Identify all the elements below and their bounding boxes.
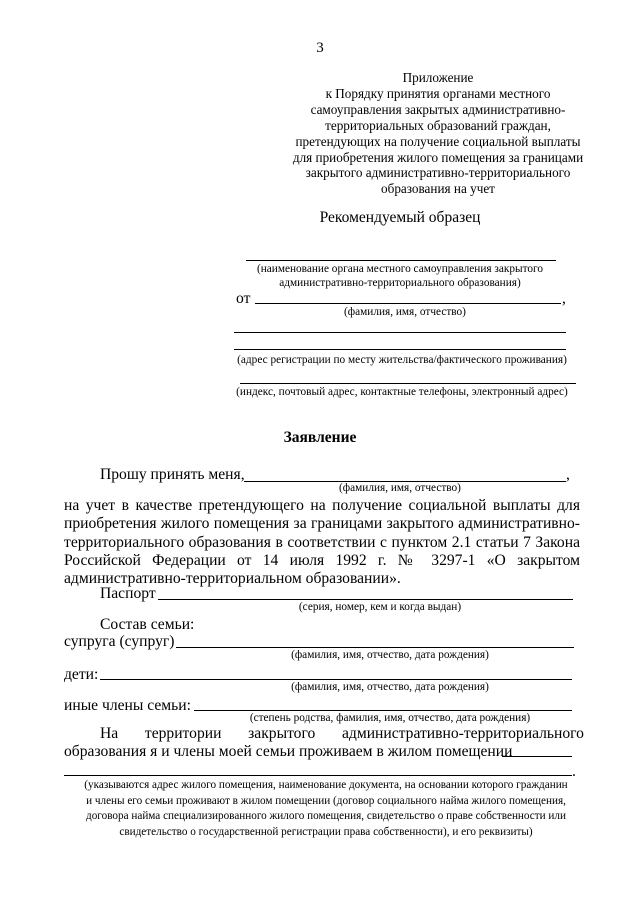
organ-caption: (наименование органа местного самоуправления закрытого административно-территориального образования) — [256, 263, 544, 289]
family-heading: Состав семьи: — [100, 616, 195, 633]
residence-fill-line — [502, 756, 572, 757]
others-caption: (степень родства, фамилия, имя, отчество, дата рождения) — [249, 712, 531, 724]
contacts-line — [240, 383, 576, 384]
organ-name-line — [246, 260, 556, 261]
appendix-line: к Порядку принятия органами местного — [325, 85, 551, 101]
children-label: дети: — [64, 666, 99, 683]
passport-caption: (серия, номер, кем и когда выдан) — [298, 601, 462, 613]
contacts-caption: (индекс, почтовый адрес, контактные телефоны, электронный адрес) — [236, 386, 568, 398]
appendix-line: закрытого административно-территориального — [305, 165, 571, 181]
request-lead: Прошу принять меня, — [100, 466, 245, 483]
document-title: Заявление — [283, 429, 357, 446]
residence-line-2: образования я и члены моей семьи проживаем в жилом помещении — [64, 743, 513, 760]
residence-address-line — [64, 775, 572, 776]
appendix-line: Приложение — [402, 70, 474, 85]
appendix-line: претендующих на получение социальной выплаты — [295, 133, 581, 149]
page-number: 3 — [316, 40, 324, 56]
from-label: от — [236, 290, 251, 307]
appendix-header — [268, 70, 608, 197]
period: . — [572, 763, 576, 780]
address-caption: (адрес регистрации по месту жительства/фактического проживания) — [237, 354, 567, 366]
request-body: на учет в качестве претендующего на получение социальной выплаты для приобретения жилого помещения за границами закрытого административно- территориального образования в соответствии с пунктом 2.1 статьи 7 Закона Российской Федерации от 14 июля 1992 г. № 3297-1 «О закрытом административно-территориальном образовании». — [64, 497, 580, 588]
applicant-name-caption: (фамилия, имя, отчество) — [344, 306, 466, 318]
others-label: иные члены семьи: — [64, 697, 191, 714]
passport-label: Паспорт — [100, 585, 156, 602]
address-line-2 — [234, 349, 566, 350]
children-caption: (фамилия, имя, отчество, дата рождения) — [291, 681, 489, 693]
applicant-name-line — [255, 303, 561, 304]
residence-note: (указываются адрес жилого помещения, наименование документа, на основании которого гражданин и члены его семьи проживают в жилом помещении (договор социального найма жилого помещения, договора найма специализированного жилого помещения, свидетельство о праве собственности или свидетельство о государственной регистрации права собственности), и его реквизиты) — [84, 779, 568, 838]
spouse-label: супруга (супруг) — [64, 633, 175, 650]
address-line-1 — [234, 332, 566, 333]
recommended-sample-label: Рекомендуемый образец — [319, 209, 481, 226]
appendix-line: территориальных образований граждан, — [325, 117, 551, 133]
appendix-line: для приобретения жилого помещения за границами — [292, 149, 584, 165]
request-name-caption: (фамилия, имя, отчество) — [339, 482, 461, 494]
comma: , — [566, 466, 570, 483]
residence-line-1: На территории закрытого административно-территориального — [100, 725, 584, 742]
spouse-caption: (фамилия, имя, отчество, дата рождения) — [291, 649, 489, 661]
appendix-line: образования на учет — [381, 181, 495, 197]
appendix-line: самоуправления закрытых административно- — [310, 101, 566, 117]
comma: , — [562, 290, 566, 307]
